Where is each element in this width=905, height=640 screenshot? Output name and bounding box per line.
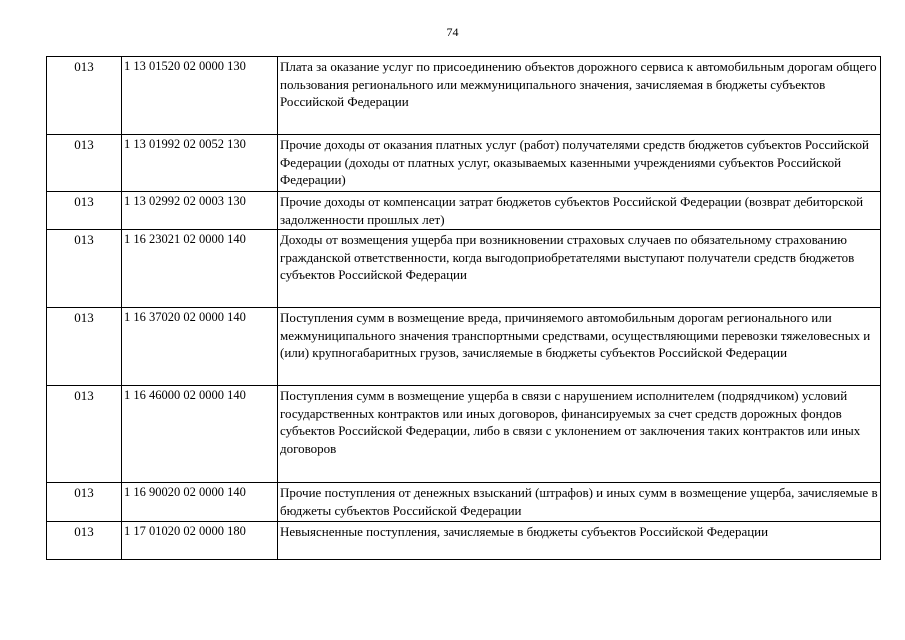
revenue-codes-table — [46, 56, 881, 560]
table-row — [47, 230, 881, 308]
table-row — [47, 57, 881, 135]
admin-code-cell: 013 — [47, 483, 122, 522]
revenue-name-cell: Прочие поступления от денежных взысканий (штрафов) и иных сумм в возмещение ущерба, зачисляемые в бюджеты субъектов Российской Федерации — [278, 483, 881, 522]
admin-code-cell: 013 — [47, 135, 122, 192]
admin-code-cell: 013 — [47, 230, 122, 308]
revenue-name-cell: Невыясненные поступления, зачисляемые в бюджеты субъектов Российской Федерации — [278, 522, 881, 560]
admin-code-cell: 013 — [47, 308, 122, 386]
table-row — [47, 483, 881, 522]
revenue-code-cell: 1 16 23021 02 0000 140 — [122, 230, 278, 308]
revenue-name-cell: Прочие доходы от компенсации затрат бюджетов субъектов Российской Федерации (возврат дебиторской задолженности прошлых лет) — [278, 192, 881, 230]
revenue-name-cell: Плата за оказание услуг по присоединению объектов дорожного сервиса к автомобильным дорогам общего пользования регионального или межмуниципального значения, зачисляемая в бюджеты субъектов Российской Федерации — [278, 57, 881, 135]
admin-code-cell: 013 — [47, 192, 122, 230]
revenue-code-cell: 1 16 90020 02 0000 140 — [122, 483, 278, 522]
table-row — [47, 192, 881, 230]
revenue-code-cell: 1 17 01020 02 0000 180 — [122, 522, 278, 560]
table-row — [47, 386, 881, 483]
admin-code-cell: 013 — [47, 57, 122, 135]
page-number: 74 — [446, 25, 459, 39]
revenue-name-cell: Прочие доходы от оказания платных услуг (работ) получателями средств бюджетов субъектов Российской Федерации (доходы от платных услуг, оказываемых казенными учреждениями субъектов Российской Федерации) — [278, 135, 881, 192]
revenue-name-cell: Доходы от возмещения ущерба при возникновении страховых случаев по обязательному страхованию гражданской ответственности, когда выгодоприобретателями выступают получатели средств бюджетов субъектов Российской Федерации — [278, 230, 881, 308]
revenue-code-cell: 1 13 02992 02 0003 130 — [122, 192, 278, 230]
table-row — [47, 308, 881, 386]
revenue-code-cell: 1 13 01992 02 0052 130 — [122, 135, 278, 192]
revenue-code-cell: 1 16 46000 02 0000 140 — [122, 386, 278, 483]
revenue-code-cell: 1 13 01520 02 0000 130 — [122, 57, 278, 135]
revenue-name-cell: Поступления сумм в возмещение ущерба в связи с нарушением исполнителем (подрядчиком) условий государственных контрактов или иных договоров, финансируемых за счет средств дорожных фондов субъектов Российской Федерации, либо в связи с уклонением от заключения таких контрактов или иных договоров — [278, 386, 881, 483]
revenue-code-cell: 1 16 37020 02 0000 140 — [122, 308, 278, 386]
admin-code-cell: 013 — [47, 522, 122, 560]
table-row — [47, 135, 881, 192]
table-row — [47, 522, 881, 560]
revenue-name-cell: Поступления сумм в возмещение вреда, причиняемого автомобильным дорогам регионального или межмуниципального значения транспортными средствами, осуществляющими перевозки тяжеловесных и (или) крупногабаритных грузов, зачисляемые в бюджеты субъектов Российской Федерации — [278, 308, 881, 386]
admin-code-cell: 013 — [47, 386, 122, 483]
